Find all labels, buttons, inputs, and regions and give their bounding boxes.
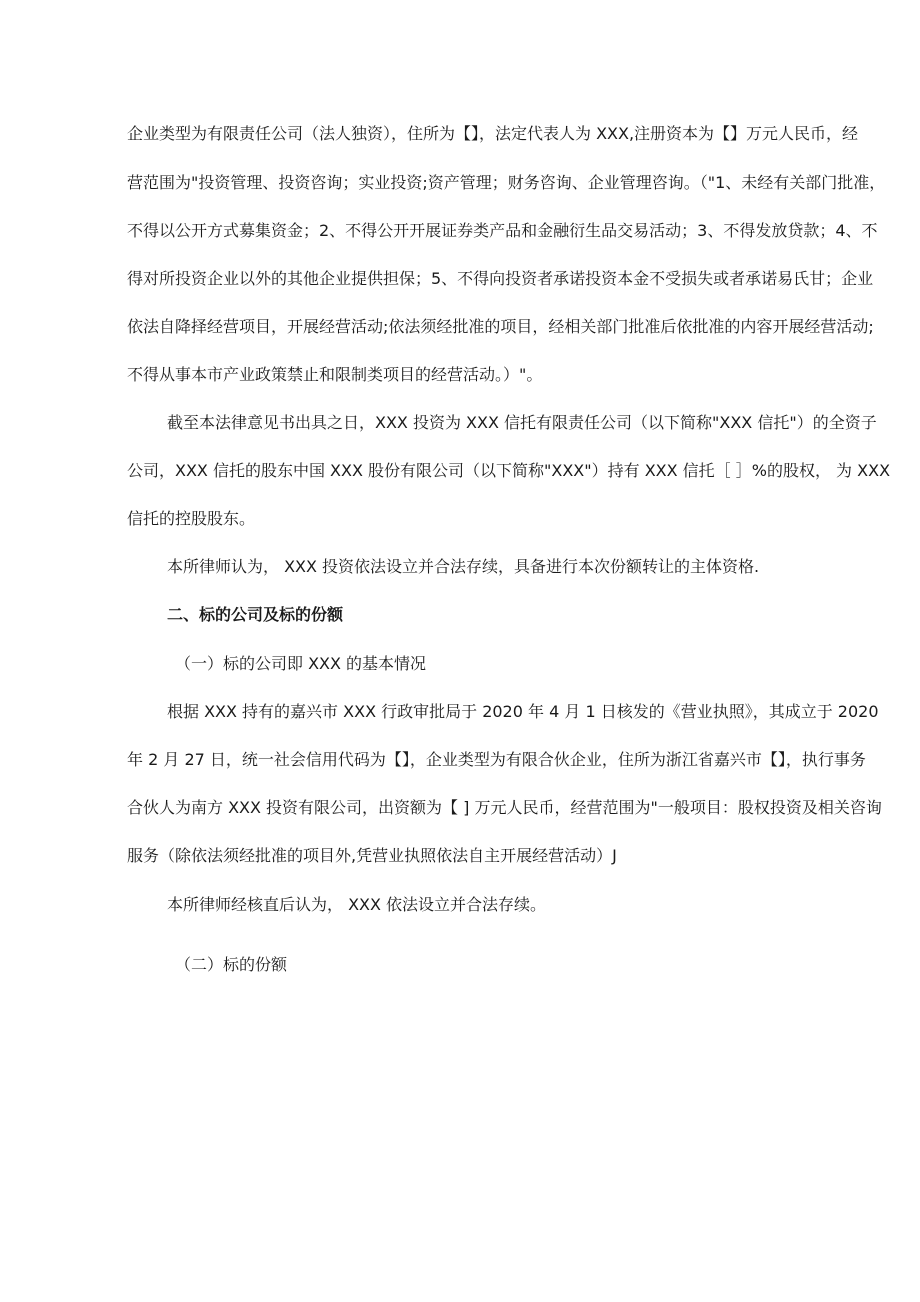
paragraph-4-line-3: 合伙人为南方 XXX 投资有限公司，出资额为【 ] 万元人民币，经营范围为"一般项目：股权投资及相关咨询 — [127, 798, 882, 817]
paragraph-2-line-3: 信托的控股股东。 — [127, 509, 256, 528]
paragraph-1-line-1: 企业类型为有限责任公司（法人独资），住所为【】，法定代表人为 XXX,注册资本为【】万元人民币，经 — [127, 124, 859, 143]
subsection-2-heading: （二）标的份额 — [175, 955, 288, 974]
paragraph-4-line-2: 年 2 月 27 日，统一社会信用代码为【】，企业类型为有限合伙企业，住所为浙江省嘉兴市【】，执行事务 — [127, 750, 866, 769]
section-2-heading: 二、标的公司及标的份额 — [167, 605, 344, 624]
paragraph-1-line-6: 不得从事本市产业政策禁止和限制类项目的经营活动。）"。 — [127, 365, 543, 384]
paragraph-3: 本所律师认为， XXX 投资依法设立并合法存续，具备进行本次份额转让的主体资格. — [167, 557, 760, 576]
subsection-1-heading: （一）标的公司即 XXX 的基本情况 — [175, 654, 427, 673]
paragraph-4-line-4: 服务（除依法须经批准的项目外,凭营业执照依法自主开展经营活动）J — [127, 846, 617, 865]
paragraph-2-line-2: 公司，XXX 信托的股东中国 XXX 股份有限公司（以下简称"XXX"）持有 XXX 信托［ ］%的股权， 为 XXX — [127, 461, 891, 480]
paragraph-2-line-1: 截至本法律意见书出具之日，XXX 投资为 XXX 信托有限责任公司（以下简称"XXX 信托"）的全资子 — [167, 413, 877, 432]
paragraph-1-line-5: 依法自降择经营项目，开展经营活动;依法须经批准的项目，经相关部门批准后依批准的内容开展经营活动; — [127, 317, 874, 336]
paragraph-1-line-2: 营范围为"投资管理、投资咨询；实业投资;资产管理；财务咨询、企业管理咨询。（"1、未经有关部门批准， — [127, 173, 886, 192]
paragraph-4-line-1: 根据 XXX 持有的嘉兴市 XXX 行政审批局于 2020 年 4 月 1 日核发的《营业执照》，其成立于 2020 — [167, 702, 879, 721]
paragraph-5: 本所律师经核直后认为， XXX 依法设立并合法存续。 — [167, 895, 547, 914]
paragraph-1-line-4: 得对所投资企业以外的其他企业提供担保；5、不得向投资者承诺投资本金不受损失或者承诺易氏甘；企业 — [127, 269, 874, 288]
paragraph-1-line-3: 不得以公开方式募集资金；2、不得公开开展证券类产品和金融衍生品交易活动；3、不得发放贷款；4、不 — [127, 221, 878, 240]
